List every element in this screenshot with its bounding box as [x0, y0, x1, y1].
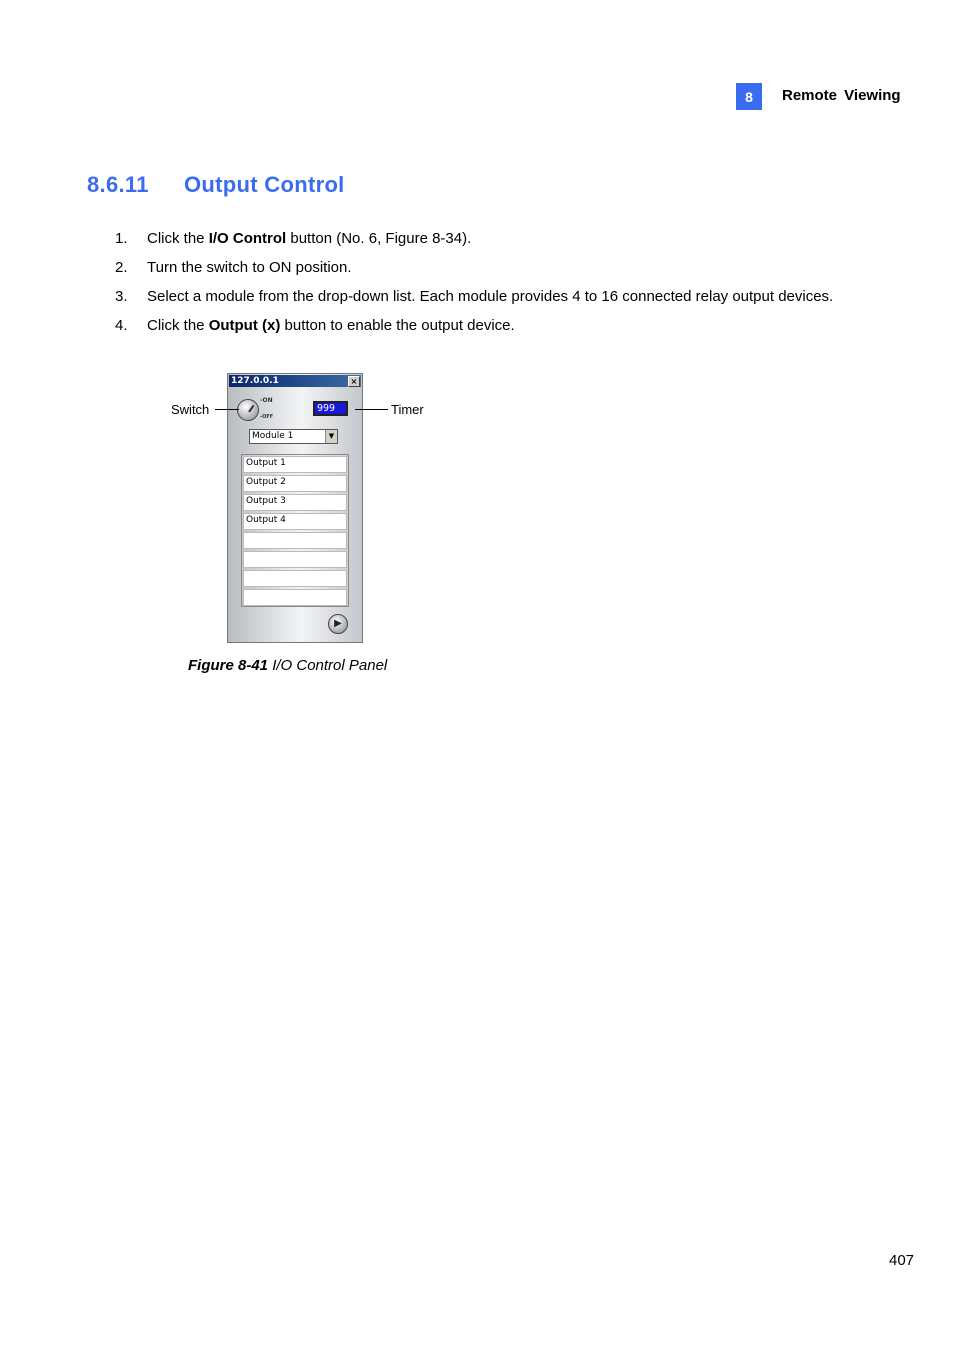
step-number: 3. [115, 288, 128, 305]
output-button[interactable] [243, 551, 347, 568]
output-button[interactable]: Output 1 [243, 456, 347, 473]
timer-display: 999 [313, 401, 348, 416]
output-button[interactable]: Output 4 [243, 513, 347, 530]
output-button[interactable] [243, 589, 347, 606]
step-item [115, 311, 835, 340]
step-bold: I/O Control [208, 230, 287, 247]
step-text-end: button (No. 6, Figure 8-34). [286, 230, 472, 247]
callout-timer: Timer [391, 402, 424, 417]
switch-on-label: -ON [260, 397, 273, 404]
output-button[interactable]: Output 2 [243, 475, 347, 492]
window-titlebar [229, 375, 361, 387]
module-dropdown[interactable] [249, 429, 338, 444]
output-list [241, 454, 349, 607]
output-button[interactable] [243, 570, 347, 587]
step-item [115, 224, 835, 253]
step-text: Click the [147, 317, 209, 334]
switch-off-label: -OFF [260, 414, 274, 420]
window-title: 127.0.0.1 [231, 376, 279, 386]
module-selected: Module 1 [252, 431, 294, 441]
output-button[interactable]: Output 3 [243, 494, 347, 511]
switch-knob-icon[interactable] [237, 399, 259, 421]
play-icon[interactable]: ▶ [328, 614, 348, 634]
step-number: 2. [115, 259, 128, 276]
chevron-down-icon[interactable]: ▼ [325, 430, 337, 443]
caption-label: Figure 8-41 [188, 657, 269, 674]
step-number: 4. [115, 317, 128, 334]
chapter-title: Remote Viewing [782, 87, 901, 104]
section-title: Output Control [184, 172, 345, 197]
io-control-panel [227, 373, 363, 643]
callout-switch: Switch [171, 402, 210, 417]
close-button[interactable]: × [348, 376, 360, 387]
chapter-badge: 8 [736, 83, 762, 110]
step-number: 1. [115, 230, 128, 247]
step-text: Click the [147, 230, 209, 247]
callout-switch-line [215, 409, 239, 410]
output-button[interactable] [243, 532, 347, 549]
callout-timer-line [355, 409, 388, 410]
caption-text: I/O Control Panel [268, 657, 388, 674]
step-item [115, 253, 835, 282]
section-heading [87, 172, 345, 198]
step-text-end: button to enable the output device. [280, 317, 515, 334]
page-number: 407 [889, 1252, 915, 1269]
step-text: Turn the switch to ON position. [147, 259, 352, 276]
figure-caption [188, 657, 387, 674]
section-number: 8.6.11 [87, 172, 149, 197]
step-bold: Output (x) [208, 317, 281, 334]
step-text: Select a module from the drop-down list. Each module provides 4 to 16 connected relay output devices. [147, 288, 834, 305]
steps-list [115, 224, 835, 340]
step-item [115, 282, 835, 311]
